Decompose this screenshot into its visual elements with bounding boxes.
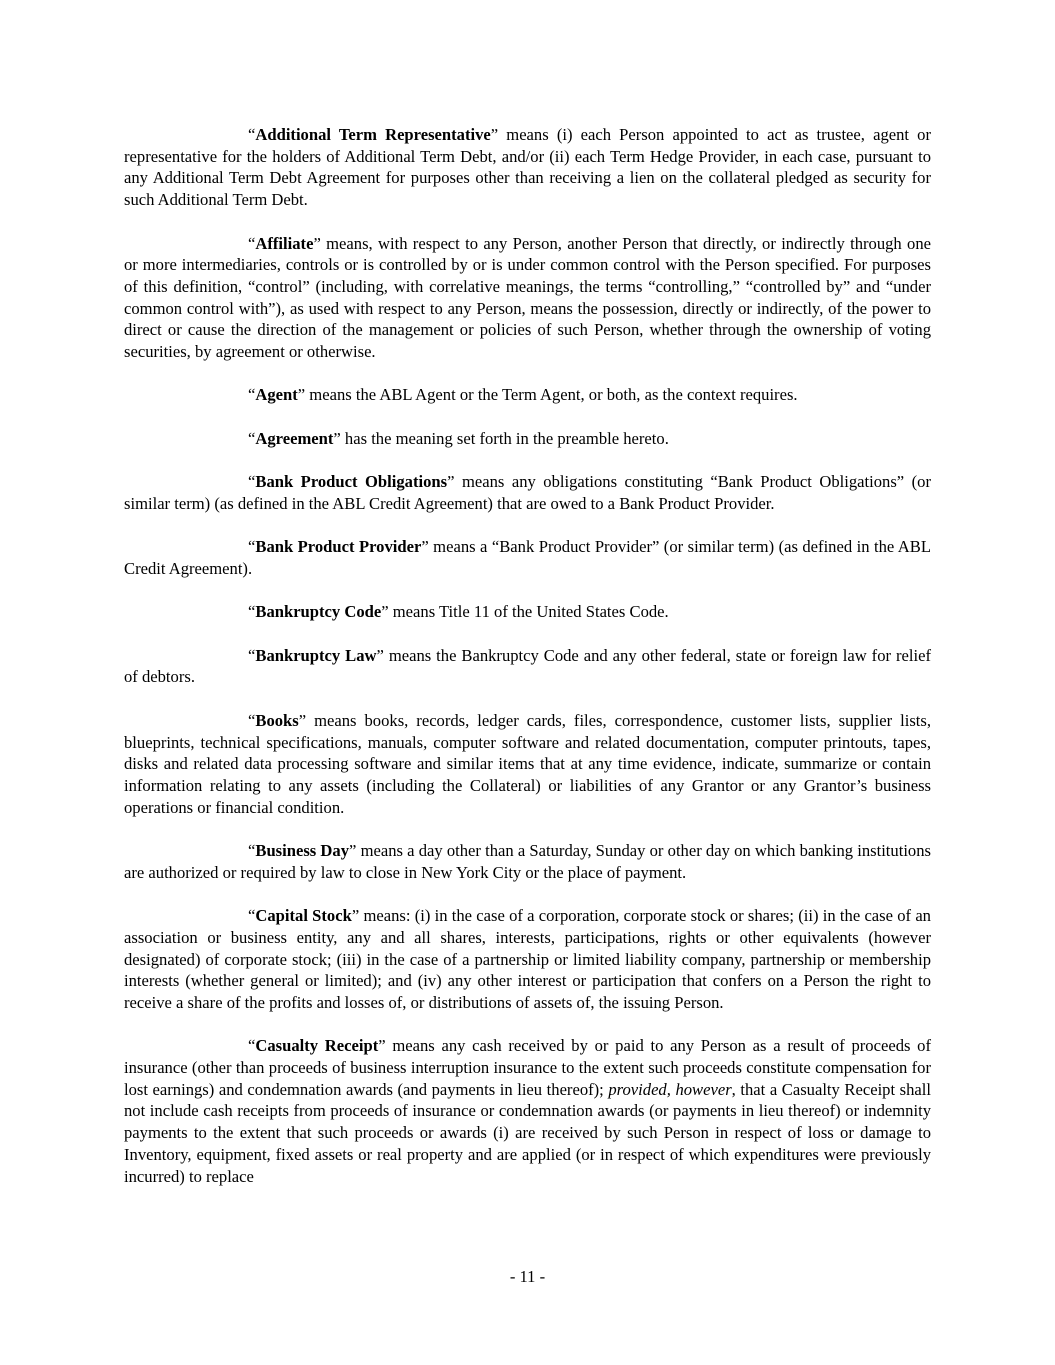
open-quote: “ bbox=[248, 841, 256, 861]
definition-paragraph bbox=[124, 384, 931, 406]
definition-text: means, with respect to any Person, another Person that directly, or indirectly through one or more intermediaries, controls or is controlled by or is under common control with the Person specified. For purposes of this definition, “control” (including, with correlative meanings, the terms “controlling,” “controlled by” and “under common control with”), as used with respect to any Person, means the possession, directly or indirectly, of the power to direct or cause the direction of the management or policies of such Person, whether through the ownership of voting securities, by agreement or otherwise. bbox=[124, 233, 931, 362]
defined-term: Bank Product Provider bbox=[255, 537, 422, 557]
definition-text: means a day other than a Saturday, Sunday or other day on which banking institutions are authorized or required by law to close in New York City or the place of payment. bbox=[124, 841, 931, 882]
open-quote: “ bbox=[248, 710, 256, 730]
definition-paragraph bbox=[124, 471, 931, 514]
page-number: - 11 - bbox=[509, 1267, 546, 1286]
definition-text-continued: , that a Casualty Receipt shall not include cash receipts from proceeds of insurance or condemnation awards (or payments in lieu thereof) or indemnity payments to the extent that such proceeds or awards (i) are received by such Person in respect of loss or damage to Inventory, equipment, fixed assets or real property and are applied (or in respect of which expenditures were previously incurred) to replace bbox=[124, 1079, 932, 1186]
open-quote: “ bbox=[248, 428, 256, 448]
definition-text: means Title 11 of the United States Code. bbox=[388, 602, 669, 622]
definition-paragraph bbox=[124, 905, 931, 1014]
definition-paragraph bbox=[124, 645, 931, 688]
open-quote: “ bbox=[248, 602, 256, 622]
definition-paragraph bbox=[124, 233, 931, 363]
defined-term: Affiliate bbox=[255, 233, 314, 253]
definition-paragraph bbox=[124, 840, 931, 883]
defined-term: Business Day bbox=[255, 841, 350, 861]
definition-paragraph bbox=[124, 124, 931, 211]
close-quote: ” bbox=[313, 233, 321, 253]
close-quote: ” bbox=[349, 841, 357, 861]
defined-term: Capital Stock bbox=[255, 906, 352, 926]
close-quote: ” bbox=[333, 428, 341, 448]
defined-term: Casualty Receipt bbox=[255, 1036, 379, 1056]
defined-term: Books bbox=[255, 710, 299, 730]
open-quote: “ bbox=[248, 537, 256, 557]
close-quote: ” bbox=[381, 602, 389, 622]
definition-text: means any obligations constituting “Bank Product Obligations” (or similar term) (as defined in the ABL Credit Agreement) that are owed to a Bank Product Provider. bbox=[124, 472, 931, 513]
definition-text: means any cash received by or paid to any Person as a result of proceeds of insurance (other than proceeds of business interruption insurance to the extent such proceeds constitute compensation for lost earnings) and condemnation awards (and payments in lieu thereof); bbox=[124, 1036, 931, 1099]
open-quote: “ bbox=[248, 385, 256, 405]
close-quote: ” bbox=[376, 645, 384, 665]
definition-paragraph bbox=[124, 536, 931, 579]
open-quote: “ bbox=[248, 233, 256, 253]
definitions-section bbox=[124, 124, 931, 1209]
defined-term: Bank Product Obligations bbox=[255, 472, 448, 492]
definition-paragraph bbox=[124, 428, 931, 450]
close-quote: ” bbox=[298, 710, 307, 730]
definition-paragraph bbox=[124, 710, 931, 819]
close-quote: ” bbox=[378, 1036, 386, 1056]
open-quote: “ bbox=[248, 125, 256, 144]
close-quote: ” bbox=[490, 125, 499, 144]
defined-term: Additional Term Representative bbox=[255, 125, 491, 144]
defined-term: Bankruptcy Law bbox=[255, 645, 377, 665]
open-quote: “ bbox=[248, 472, 256, 492]
close-quote: ” bbox=[297, 385, 306, 405]
close-quote: ” bbox=[351, 906, 360, 926]
defined-term: Agreement bbox=[255, 428, 334, 448]
definition-text: means a “Bank Product Provider” (or similar term) (as defined in the ABL Credit Agreement). bbox=[124, 537, 931, 578]
definition-paragraph bbox=[124, 1035, 931, 1187]
close-quote: ” bbox=[421, 537, 429, 557]
open-quote: “ bbox=[248, 906, 256, 926]
definition-text: means the ABL Agent or the Term Agent, or both, as the context requires. bbox=[305, 385, 798, 405]
definition-text: means: (i) in the case of a corporation, corporate stock or shares; (ii) in the case of an association or business entity, any and all shares, interests, participations, rights or other equivalents (however designated) of corporate stock; (iii) in the case of a partnership or limited liability company, partnership or membership interests (whether general or limited); and (iv) any other interest or participation that confers on a Person the right to receive a share of the profits and losses of, or distributions of assets of, the issuing Person. bbox=[124, 906, 931, 1012]
proviso-italic: provided, however bbox=[608, 1079, 732, 1099]
definition-text: has the meaning set forth in the preamble hereto. bbox=[340, 428, 669, 448]
definition-paragraph bbox=[124, 601, 931, 623]
defined-term: Agent bbox=[255, 385, 298, 405]
close-quote: ” bbox=[447, 472, 455, 492]
definition-text: means books, records, ledger cards, files, correspondence, customer lists, supplier lists, blueprints, technical specifications, manuals, computer software and related documentation, computer printouts, tapes, disks and related data processing software and similar items that at any time evidence, indicate, summarize or contain information relating to any assets (including the Collateral) or liabilities of any Grantor or any Grantor’s business operations or financial condition. bbox=[124, 710, 931, 817]
defined-term: Bankruptcy Code bbox=[255, 602, 382, 622]
open-quote: “ bbox=[248, 1036, 256, 1056]
definition-text: means the Bankruptcy Code and any other federal, state or foreign law for relief of debtors. bbox=[124, 645, 931, 687]
definition-text: means (i) each Person appointed to act as trustee, agent or representative for the holders of Additional Term Debt, and/or (ii) each Term Hedge Provider, in each case, pursuant to any Additional Term Debt Agreement for purposes other than receiving a lien on the collateral pledged as security for such Additional Term Debt. bbox=[124, 125, 931, 210]
open-quote: “ bbox=[248, 645, 256, 665]
